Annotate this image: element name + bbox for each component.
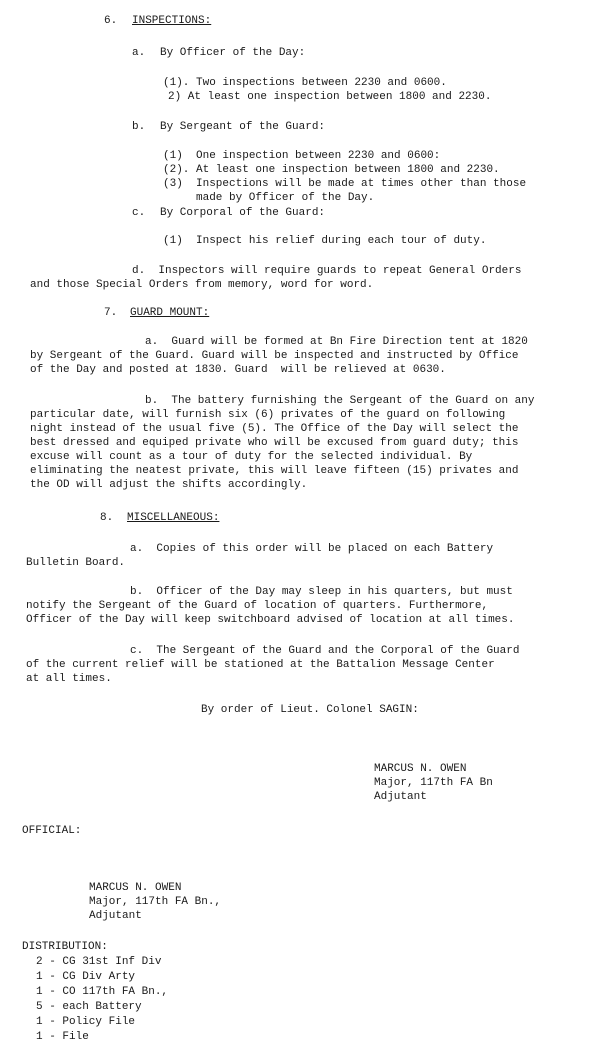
section-6d-line-1: d. Inspectors will require guards to repeat General Orders [132,265,522,277]
distribution-item: 5 - each Battery [36,1001,142,1013]
distribution-item: 1 - Policy File [36,1016,136,1028]
section-7b-line-2: particular date, will furnish six (6) privates of the guard on following [30,409,506,421]
distribution-item: 2 - CG 31st Inf Div [36,956,162,968]
section-8a-line-1: a. Copies of this order will be placed on each Battery [130,543,494,555]
official-label: OFFICIAL: [22,825,82,837]
section-6-number: 6. [104,15,118,27]
section-6b-title: By Sergeant of the Guard: [160,121,326,133]
section-6c-label: c. [132,207,146,219]
official-name: MARCUS N. OWEN [89,882,182,894]
signature-title: Adjutant [374,791,427,803]
section-6a-title: By Officer of the Day: [160,47,306,59]
section-8-number: 8. [100,512,114,524]
signature-rank: Major, 117th FA Bn [374,777,493,789]
section-6a-label: a. [132,47,146,59]
section-8b-line-3: Officer of the Day will keep switchboard advised of location at all times. [26,614,515,626]
distribution-item: 1 - File [36,1031,89,1043]
distribution-label: DISTRIBUTION: [22,941,108,953]
section-6a-item-1: (1). Two inspections between 2230 and 0600. [163,77,447,89]
section-7-heading: GUARD MOUNT: [130,307,210,319]
section-6-heading: INSPECTIONS: [132,15,212,27]
section-6a-item-2: 2) At least one inspection between 1800 and 2230. [168,91,492,103]
section-8c-line-1: c. The Sergeant of the Guard and the Corporal of the Guard [130,645,520,657]
section-6b-item-3-cont: made by Officer of the Day. [196,192,375,204]
section-6b-item-2: (2). At least one inspection between 1800 and 2230. [163,164,500,176]
section-8c-line-3: at all times. [26,673,112,685]
section-6b-item-3: (3) Inspections will be made at times other than those [163,178,527,190]
distribution-item: 1 - CG Div Arty [36,971,136,983]
official-rank: Major, 117th FA Bn., [89,896,222,908]
section-7a-line-2: by Sergeant of the Guard. Guard will be inspected and instructed by Office [30,350,519,362]
section-8c-line-2: of the current relief will be stationed at the Battalion Message Center [26,659,495,671]
section-6b-item-1: (1) One inspection between 2230 and 0600: [163,150,441,162]
section-6c-item-1: (1) Inspect his relief during each tour of duty. [163,235,487,247]
section-7b-line-6: eliminating the neatest private, this will leave fifteen (15) privates and [30,465,519,477]
section-7b-line-4: best dressed and equiped private who will be excused from guard duty; this [30,437,519,449]
section-7b-line-5: excuse will count as a tour of duty for the selected individual. By [30,451,473,463]
section-7b-line-1: b. The battery furnishing the Sergeant of the Guard on any [145,395,535,407]
section-8a-line-2: Bulletin Board. [26,557,126,569]
section-8b-line-1: b. Officer of the Day may sleep in his quarters, but must [130,586,513,598]
by-order-line: By order of Lieut. Colonel SAGIN: [201,704,419,716]
section-7b-line-7: the OD will adjust the shifts accordingly. [30,479,308,491]
section-8-heading: MISCELLANEOUS: [127,512,220,524]
signature-name: MARCUS N. OWEN [374,763,467,775]
section-7-number: 7. [104,307,118,319]
section-6c-title: By Corporal of the Guard: [160,207,326,219]
section-6b-label: b. [132,121,146,133]
section-6d-line-2: and those Special Orders from memory, word for word. [30,279,374,291]
section-8b-line-2: notify the Sergeant of the Guard of location of quarters. Furthermore, [26,600,489,612]
official-title: Adjutant [89,910,142,922]
distribution-item: 1 - CO 117th FA Bn., [36,986,169,998]
section-7b-line-3: night instead of the usual five (5). The Office of the Day will select the [30,423,519,435]
section-7a-line-1: a. Guard will be formed at Bn Fire Direction tent at 1820 [145,336,528,348]
section-7a-line-3: of the Day and posted at 1830. Guard will be relieved at 0630. [30,364,446,376]
